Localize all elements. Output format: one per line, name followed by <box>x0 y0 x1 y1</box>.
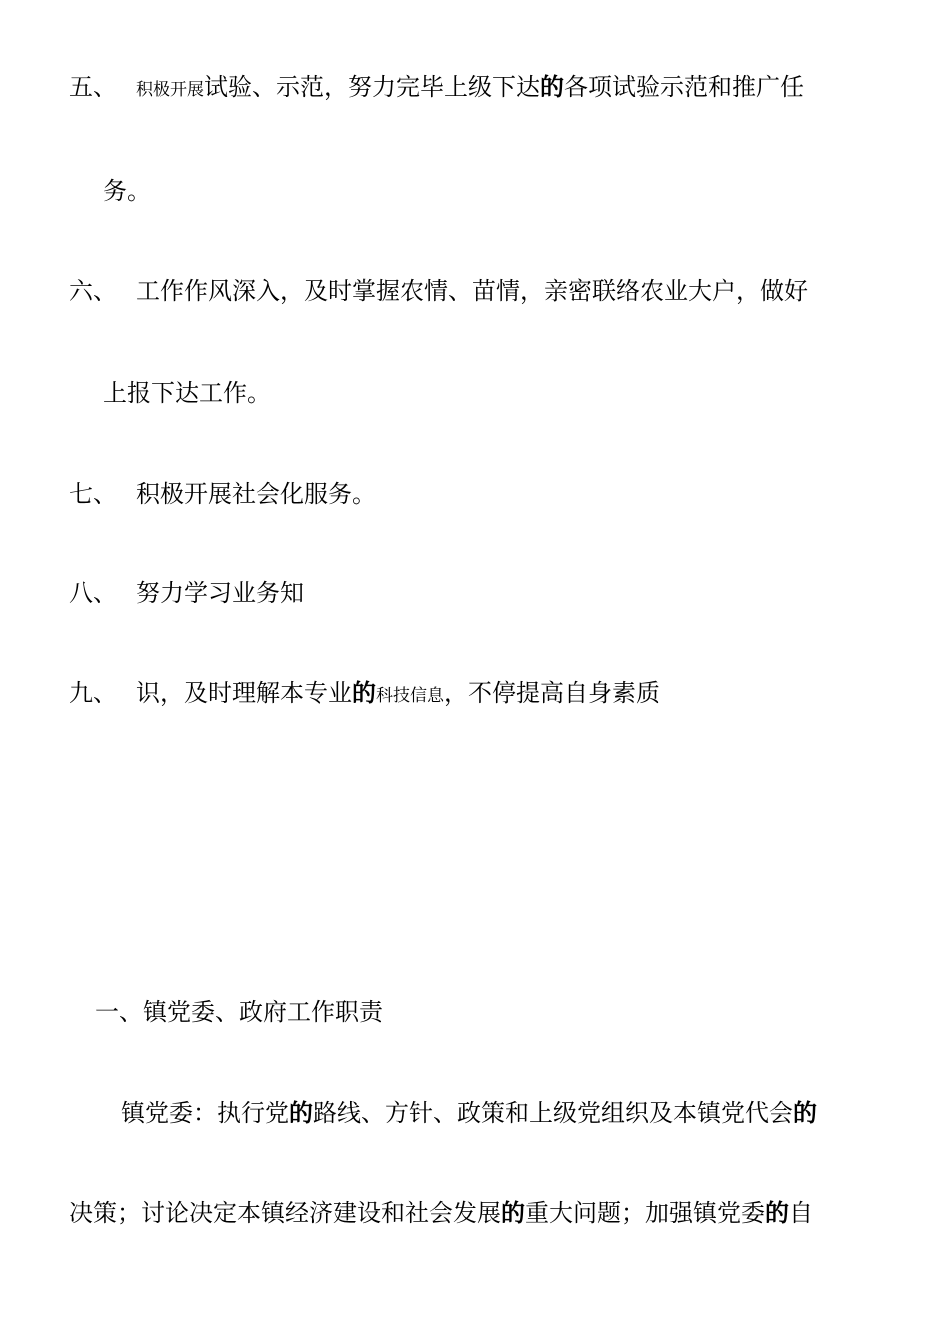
list-item-5-continuation: 务。 <box>103 177 151 205</box>
list-item-5-text <box>136 72 804 105</box>
list-item-6-continuation: 上报下达工作。 <box>103 379 271 407</box>
text-fragment: 的 <box>793 1098 817 1127</box>
text-fragment: 各项试验示范和推广任 <box>564 73 804 101</box>
text-fragment: 镇党委：执行党 <box>121 1099 289 1127</box>
text-fragment: 的 <box>501 1198 525 1227</box>
text-fragment: 的 <box>352 678 376 707</box>
list-item-6-text: 工作作风深入，及时掌握农情、苗情，亲密联络农业大户，做好 <box>136 277 808 305</box>
paragraph-line-1 <box>121 1098 817 1128</box>
text-fragment: ，不停提高自身素质 <box>444 679 660 707</box>
text-fragment: 科技信息 <box>376 686 444 706</box>
list-item-9-text <box>136 678 660 711</box>
text-fragment: 自 <box>789 1199 813 1227</box>
list-item-8-text: 努力学习业务知 <box>136 579 304 607</box>
text-fragment: 积极开展 <box>136 80 204 100</box>
list-number-9: 九、 <box>69 679 117 707</box>
text-fragment: 的 <box>765 1198 789 1227</box>
list-number-8: 八、 <box>69 579 117 607</box>
list-number-7: 七、 <box>69 480 117 508</box>
list-item-7-text: 积极开展社会化服务。 <box>136 480 376 508</box>
text-fragment: 的 <box>540 72 564 101</box>
list-number-6: 六、 <box>69 277 117 305</box>
text-fragment: 重大问题；加强镇党委 <box>525 1199 765 1227</box>
text-fragment: 试验、示范，努力完毕上级下达 <box>204 73 540 101</box>
text-fragment: 识，及时理解本专业 <box>136 679 352 707</box>
section-heading: 一、镇党委、政府工作职责 <box>95 998 383 1026</box>
list-number-5: 五、 <box>69 73 117 101</box>
text-fragment: 的 <box>289 1098 313 1127</box>
text-fragment: 路线、方针、政策和上级党组织及本镇党代会 <box>313 1099 793 1127</box>
paragraph-line-2 <box>69 1198 813 1228</box>
text-fragment: 决策；讨论决定本镇经济建设和社会发展 <box>69 1199 501 1227</box>
